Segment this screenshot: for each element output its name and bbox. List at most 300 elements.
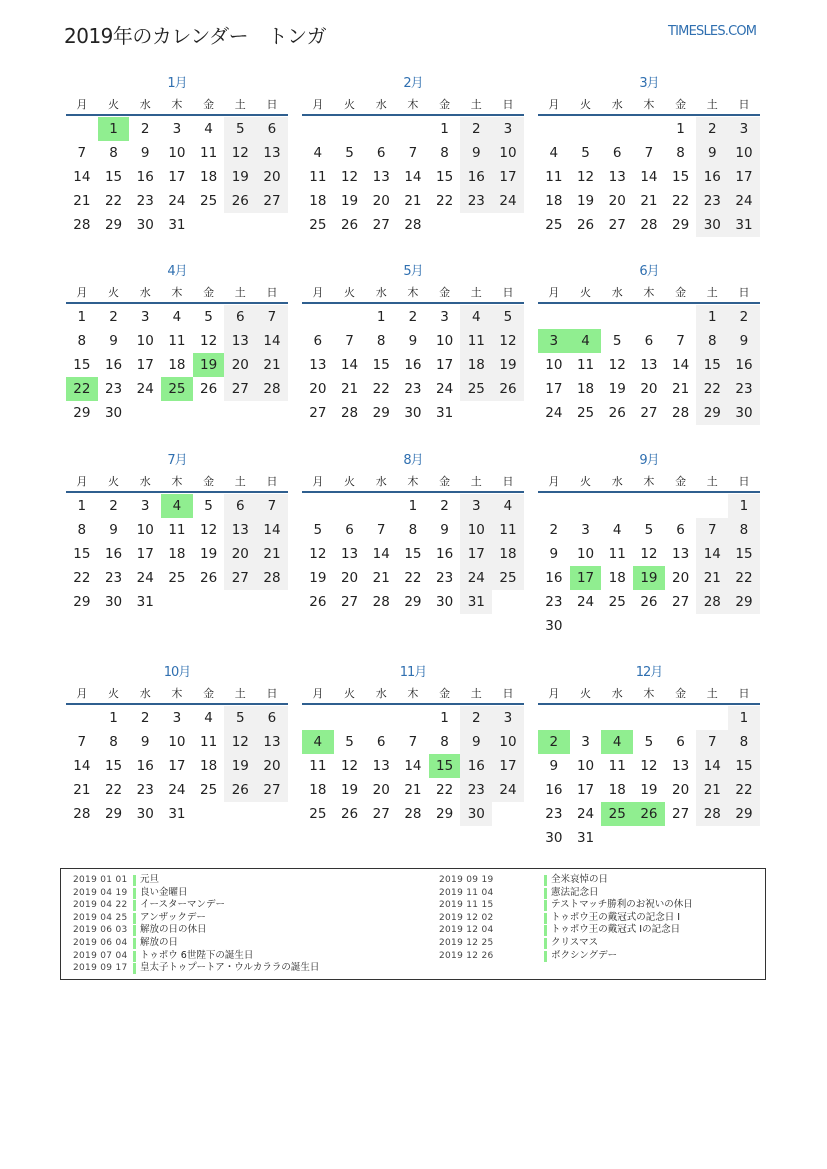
day-cell: 3: [172, 710, 182, 726]
month-name: 12月: [635, 665, 663, 680]
weekday-label: 火: [580, 687, 592, 700]
empty-cell: [365, 706, 397, 730]
day-cell: 14: [340, 357, 359, 373]
day-cell: 2: [408, 309, 418, 325]
weekday-label: 火: [580, 286, 592, 299]
day-cell: 19: [200, 546, 218, 562]
weekday-label: 火: [344, 687, 356, 700]
day-cell: 1: [728, 706, 760, 730]
holiday-day-cell: 3: [538, 329, 570, 353]
day-cell: 15: [404, 546, 422, 562]
day-cell: 13: [224, 518, 256, 542]
day-cell: 18: [200, 758, 218, 774]
day-cell: 11: [200, 145, 218, 161]
month-name: 2月: [403, 76, 423, 91]
legend-row: [73, 937, 319, 950]
day-grid: [538, 305, 760, 425]
empty-cell: [334, 305, 366, 329]
day-cell: 1: [77, 498, 87, 514]
day-cell: 26: [608, 405, 626, 421]
day-cell: 31: [168, 806, 186, 822]
weekday-header: [302, 685, 524, 705]
day-cell: 15: [728, 754, 760, 778]
day-cell: 18: [492, 542, 524, 566]
day-cell: 20: [672, 570, 690, 586]
holiday-day-cell: 4: [601, 730, 633, 754]
day-cell: 6: [676, 734, 685, 750]
legend-date: 2019 07 04: [73, 950, 128, 961]
weekday-header: [302, 473, 524, 493]
day-cell: 16: [136, 169, 154, 185]
holiday-day-cell: 19: [633, 566, 665, 590]
day-cell: 14: [256, 518, 288, 542]
day-cell: 21: [256, 542, 288, 566]
legend-row: [73, 887, 319, 900]
weekday-label: 水: [375, 286, 387, 299]
day-cell: 22: [696, 377, 728, 401]
month-8: [302, 449, 524, 614]
day-cell: 2: [460, 706, 492, 730]
day-cell: 28: [372, 594, 390, 610]
weekday-label: 水: [139, 98, 151, 111]
day-cell: 25: [168, 570, 186, 586]
weekday-header: [302, 96, 524, 116]
legend-row: [73, 950, 319, 963]
day-cell: 22: [104, 782, 123, 798]
weekday-header: [66, 685, 288, 705]
weekday-label: 水: [611, 687, 623, 700]
weekday-label: 土: [234, 475, 246, 488]
day-cell: 30: [136, 806, 154, 822]
day-cell: 21: [404, 193, 422, 209]
day-cell: 14: [372, 546, 390, 562]
day-cell: 11: [545, 169, 563, 185]
day-cell: 29: [404, 594, 422, 610]
empty-cell: [397, 706, 429, 730]
day-cell: 16: [104, 546, 123, 562]
day-cell: 7: [77, 145, 87, 161]
day-cell: 11: [200, 734, 218, 750]
day-cell: 22: [104, 193, 123, 209]
holiday-marker: [544, 900, 547, 911]
day-cell: 26: [224, 778, 256, 802]
empty-cell: [633, 117, 665, 141]
day-cell: 16: [545, 570, 563, 586]
day-cell: 21: [696, 778, 728, 802]
day-cell: 13: [640, 357, 658, 373]
day-cell: 10: [728, 141, 760, 165]
day-cell: 25: [200, 193, 218, 209]
site-logo[interactable]: TIMESLES.COM: [668, 24, 757, 39]
day-cell: 17: [136, 546, 154, 562]
weekday-label: 月: [76, 98, 88, 111]
day-cell: 26: [224, 189, 256, 213]
empty-cell: [696, 494, 728, 518]
weekday-label: 金: [203, 286, 215, 299]
weekday-label: 金: [203, 475, 215, 488]
legend-row: [73, 912, 319, 925]
weekday-label: 土: [470, 286, 482, 299]
day-cell: 29: [104, 217, 123, 233]
page-title: 2019年のカレンダー トンガ: [64, 24, 327, 48]
day-cell: 27: [256, 778, 288, 802]
day-cell: 12: [309, 546, 327, 562]
day-cell: 13: [372, 169, 390, 185]
day-cell: 2: [440, 498, 449, 514]
day-cell: 6: [345, 522, 354, 538]
day-cell: 14: [696, 754, 728, 778]
day-cell: 31: [136, 594, 154, 610]
weekday-label: 日: [738, 98, 750, 111]
day-cell: 7: [77, 734, 87, 750]
weekday-label: 月: [548, 687, 560, 700]
month-name: 10月: [163, 665, 191, 680]
day-cell: 24: [460, 566, 492, 590]
day-cell: 29: [73, 594, 91, 610]
day-cell: 23: [436, 570, 454, 586]
weekday-label: 木: [643, 687, 655, 700]
weekday-label: 金: [439, 687, 451, 700]
day-cell: 12: [340, 758, 359, 774]
holiday-marker: [544, 938, 547, 949]
day-cell: 31: [436, 405, 454, 421]
empty-cell: [538, 117, 570, 141]
day-cell: 27: [608, 217, 626, 233]
day-cell: 24: [728, 189, 760, 213]
weekday-label: 火: [108, 286, 120, 299]
weekday-label: 金: [675, 687, 687, 700]
day-cell: 9: [696, 141, 728, 165]
day-cell: 28: [73, 806, 91, 822]
day-cell: 17: [168, 758, 186, 774]
day-cell: 5: [224, 117, 256, 141]
day-cell: 24: [168, 782, 186, 798]
day-cell: 14: [73, 758, 91, 774]
month-10: [66, 661, 288, 826]
holiday-day-cell: 1: [98, 117, 130, 141]
day-cell: 9: [109, 522, 118, 538]
day-cell: 13: [256, 730, 288, 754]
day-cell: 2: [460, 117, 492, 141]
day-cell: 5: [204, 498, 213, 514]
empty-cell: [302, 706, 334, 730]
day-cell: 15: [104, 758, 123, 774]
legend-holiday-name: トゥポウ王の戴冠式 Iの記念日: [551, 924, 681, 936]
day-cell: 20: [224, 542, 256, 566]
day-cell: 12: [640, 758, 658, 774]
day-cell: 18: [168, 546, 186, 562]
day-cell: 28: [256, 377, 288, 401]
legend-holiday-name: 解放の日: [140, 936, 179, 948]
day-cell: 16: [696, 165, 728, 189]
day-cell: 13: [608, 169, 626, 185]
day-cell: 9: [549, 546, 559, 562]
month-name: 5月: [403, 264, 423, 279]
weekday-label: 日: [266, 687, 278, 700]
weekday-label: 水: [139, 286, 151, 299]
weekday-header: [538, 96, 760, 116]
day-cell: 23: [404, 381, 422, 397]
legend-date: 2019 06 03: [73, 925, 128, 936]
day-cell: 18: [576, 381, 595, 397]
day-cell: 24: [576, 806, 595, 822]
day-cell: 11: [168, 333, 186, 349]
weekday-header: [538, 284, 760, 304]
day-cell: 10: [545, 357, 563, 373]
weekday-label: 水: [375, 687, 387, 700]
month-2: [302, 72, 524, 237]
day-cell: 1: [728, 494, 760, 518]
day-cell: 12: [224, 730, 256, 754]
day-grid: [302, 494, 524, 614]
day-cell: 28: [672, 405, 690, 421]
day-grid: [66, 305, 288, 425]
day-cell: 10: [168, 734, 186, 750]
day-cell: 21: [73, 782, 91, 798]
day-cell: 10: [492, 141, 524, 165]
day-cell: 22: [436, 782, 454, 798]
weekday-label: 火: [344, 475, 356, 488]
day-cell: 5: [345, 145, 354, 161]
day-cell: 21: [672, 381, 690, 397]
day-cell: 22: [73, 570, 91, 586]
day-cell: 10: [436, 333, 454, 349]
day-cell: 7: [408, 145, 418, 161]
weekday-label: 金: [675, 286, 687, 299]
day-cell: 5: [345, 734, 354, 750]
day-cell: 10: [136, 522, 154, 538]
weekday-label: 木: [407, 687, 419, 700]
weekday-header: [538, 473, 760, 493]
weekday-label: 日: [738, 475, 750, 488]
day-cell: 15: [73, 546, 91, 562]
weekday-label: 月: [312, 286, 324, 299]
day-cell: 19: [340, 782, 359, 798]
legend-date: 2019 01 01: [73, 875, 128, 885]
weekday-label: 金: [439, 286, 451, 299]
weekday-label: 水: [611, 475, 623, 488]
weekday-label: 水: [611, 286, 623, 299]
day-cell: 22: [436, 193, 454, 209]
weekday-label: 日: [502, 475, 514, 488]
month-4: [66, 260, 288, 425]
weekday-label: 月: [76, 475, 88, 488]
legend-row: [439, 899, 693, 912]
day-cell: 10: [460, 518, 492, 542]
day-cell: 4: [204, 710, 213, 726]
legend-holiday-name: イースターマンデー: [140, 899, 226, 911]
empty-cell: [633, 706, 665, 730]
day-cell: 26: [309, 594, 327, 610]
day-cell: 1: [376, 309, 386, 325]
legend-date: 2019 04 22: [73, 900, 128, 911]
weekday-label: 水: [139, 475, 151, 488]
day-cell: 30: [460, 802, 492, 826]
day-cell: 23: [545, 594, 563, 610]
empty-cell: [633, 494, 665, 518]
holiday-marker: [544, 951, 547, 962]
month-name: 6月: [639, 264, 659, 279]
day-cell: 12: [200, 522, 218, 538]
day-grid: [302, 706, 524, 826]
day-cell: 30: [136, 217, 154, 233]
weekday-label: 火: [108, 98, 120, 111]
empty-cell: [302, 305, 334, 329]
day-cell: 8: [696, 329, 728, 353]
day-cell: 23: [136, 193, 154, 209]
day-cell: 25: [309, 217, 327, 233]
day-cell: 16: [404, 357, 422, 373]
day-cell: 28: [73, 217, 91, 233]
weekday-label: 土: [706, 687, 718, 700]
day-cell: 19: [224, 165, 256, 189]
day-cell: 23: [460, 189, 492, 213]
weekday-label: 木: [643, 98, 655, 111]
day-cell: 29: [696, 401, 728, 425]
weekday-label: 土: [706, 98, 718, 111]
day-cell: 14: [404, 758, 422, 774]
weekday-label: 木: [643, 475, 655, 488]
day-cell: 13: [256, 141, 288, 165]
empty-cell: [365, 117, 397, 141]
legend-holiday-name: 憲法記念日: [551, 886, 599, 898]
day-cell: 11: [309, 169, 327, 185]
day-grid: [66, 494, 288, 614]
day-cell: 6: [376, 734, 386, 750]
day-cell: 20: [256, 165, 288, 189]
day-grid: [538, 117, 760, 237]
day-cell: 5: [492, 305, 524, 329]
weekday-label: 火: [580, 475, 592, 488]
weekday-label: 土: [470, 98, 482, 111]
legend-date: 2019 04 25: [73, 912, 128, 923]
day-cell: 8: [376, 333, 386, 349]
day-cell: 26: [340, 806, 359, 822]
holiday-marker: [544, 925, 547, 936]
weekday-header: [66, 473, 288, 493]
day-cell: 24: [436, 381, 454, 397]
day-cell: 10: [168, 145, 186, 161]
day-cell: 26: [200, 381, 218, 397]
legend-date: 2019 04 19: [73, 887, 128, 898]
empty-cell: [570, 706, 602, 730]
day-cell: 8: [728, 730, 760, 754]
day-cell: 12: [200, 333, 218, 349]
day-cell: 11: [309, 758, 327, 774]
weekday-label: 水: [375, 98, 387, 111]
empty-cell: [665, 494, 697, 518]
day-cell: 27: [672, 594, 690, 610]
empty-cell: [365, 494, 397, 518]
day-cell: 20: [672, 782, 690, 798]
month-name: 3月: [639, 76, 659, 91]
holiday-marker: [133, 951, 136, 962]
day-cell: 30: [545, 618, 563, 634]
day-cell: 27: [372, 217, 390, 233]
holiday-day-cell: 17: [570, 566, 602, 590]
day-cell: 26: [340, 217, 359, 233]
day-cell: 4: [460, 305, 492, 329]
weekday-header: [66, 284, 288, 304]
empty-cell: [570, 494, 602, 518]
month-name: 7月: [167, 453, 187, 468]
holiday-marker: [133, 875, 136, 886]
legend-holiday-name: 良い金曜日: [140, 886, 188, 898]
day-cell: 6: [224, 494, 256, 518]
day-cell: 8: [109, 145, 118, 161]
day-cell: 12: [492, 329, 524, 353]
legend-row: [73, 874, 319, 887]
month-3: [538, 72, 760, 237]
legend-holiday-name: 解放の日の休日: [140, 924, 207, 936]
day-cell: 7: [256, 305, 288, 329]
day-cell: 30: [436, 594, 454, 610]
weekday-header: [538, 685, 760, 705]
weekday-header: [66, 96, 288, 116]
day-cell: 23: [136, 782, 154, 798]
holiday-day-cell: 4: [302, 730, 334, 754]
day-cell: 17: [460, 542, 492, 566]
legend-date: 2019 12 26: [439, 950, 494, 961]
day-cell: 27: [372, 806, 390, 822]
holiday-marker: [133, 938, 136, 949]
day-cell: 5: [313, 522, 323, 538]
weekday-label: 日: [502, 687, 514, 700]
weekday-label: 木: [643, 286, 655, 299]
day-cell: 29: [73, 405, 91, 421]
day-cell: 11: [576, 357, 595, 373]
day-cell: 31: [728, 213, 760, 237]
day-cell: 24: [136, 570, 154, 586]
day-cell: 28: [404, 806, 422, 822]
day-cell: 12: [640, 546, 658, 562]
weekday-label: 火: [108, 475, 120, 488]
empty-cell: [302, 494, 334, 518]
holiday-marker: [544, 888, 547, 899]
day-grid: [66, 706, 288, 826]
day-cell: 23: [545, 806, 563, 822]
day-cell: 20: [224, 353, 256, 377]
holiday-legend: [60, 868, 766, 980]
day-cell: 18: [608, 782, 626, 798]
day-cell: 3: [581, 522, 590, 538]
day-cell: 20: [372, 193, 390, 209]
month-1: [66, 72, 288, 237]
legend-date: 2019 12 25: [439, 937, 494, 948]
day-cell: 20: [256, 754, 288, 778]
empty-cell: [334, 117, 366, 141]
holiday-day-cell: 4: [161, 494, 193, 518]
day-cell: 2: [140, 710, 150, 726]
legend-date: 2019 12 04: [439, 925, 494, 936]
day-grid: [66, 117, 288, 237]
weekday-label: 火: [580, 98, 592, 111]
day-cell: 10: [492, 730, 524, 754]
day-cell: 20: [309, 381, 327, 397]
day-cell: 14: [256, 329, 288, 353]
day-cell: 21: [73, 193, 91, 209]
day-cell: 10: [576, 546, 595, 562]
day-cell: 3: [460, 494, 492, 518]
day-cell: 2: [109, 498, 118, 514]
day-cell: 20: [372, 782, 390, 798]
day-cell: 20: [640, 381, 658, 397]
holiday-marker: [133, 888, 136, 899]
day-cell: 4: [612, 522, 622, 538]
day-cell: 30: [104, 405, 123, 421]
legend-row: [439, 874, 693, 887]
day-cell: 17: [136, 357, 154, 373]
